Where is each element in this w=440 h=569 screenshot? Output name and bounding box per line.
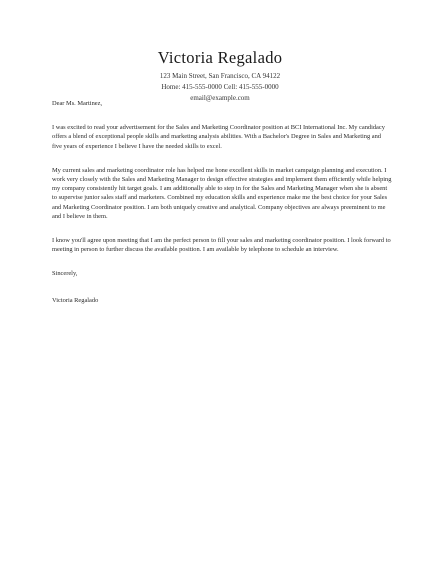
salutation: Dear Ms. Martinez, [52, 100, 103, 107]
paragraph-closing: I know you'll agree upon meeting that I am the perfect person to fill your sales and marketing coordinator position. I look forward to meeting in person to further discuss the available position. I am available by telephone to schedule an interview. [52, 237, 391, 254]
sender-name: Victoria Regalado [157, 48, 283, 67]
letter-header [0, 48, 440, 104]
closing: Sincerely, [52, 270, 78, 278]
signature-name: Victoria Regalado [52, 296, 99, 304]
sender-email: email@example.com [190, 94, 250, 102]
paragraph-experience: My current sales and marketing coordinator role has helped me hone excellent skills in market campaign planning and execution. I work very closely with the Sales and Marketing Manager to design effective strategies and implement them efficiently while helping my company consistently hit target goals. I am additionally able to step in for the Sales and Marketing Manager when she is absent to supervise junior sales staff and marketers. Combined my education skills and experience make me the best choice for your Sales and Marketing Coordinator position. I am both uniquely creative and analytical. Company objectives are always preeminent to me and I believe in them. [52, 166, 392, 220]
paragraph-intro: I was excited to read your advertisement for the Sales and Marketing Coordinator position at BCI International Inc. My candidacy offers a blend of exceptional people skills and marketing analysis abilities. With a Bachelor's Degree in Sales and Marketing and five years of experience I believe I have the needed skills to excel. [52, 124, 385, 150]
sender-phones: Home: 415-555-0000 Cell: 415-555-0000 [161, 83, 279, 91]
letter-body [52, 99, 392, 305]
sender-address: 123 Main Street, San Francisco, CA 94122 [159, 72, 281, 80]
